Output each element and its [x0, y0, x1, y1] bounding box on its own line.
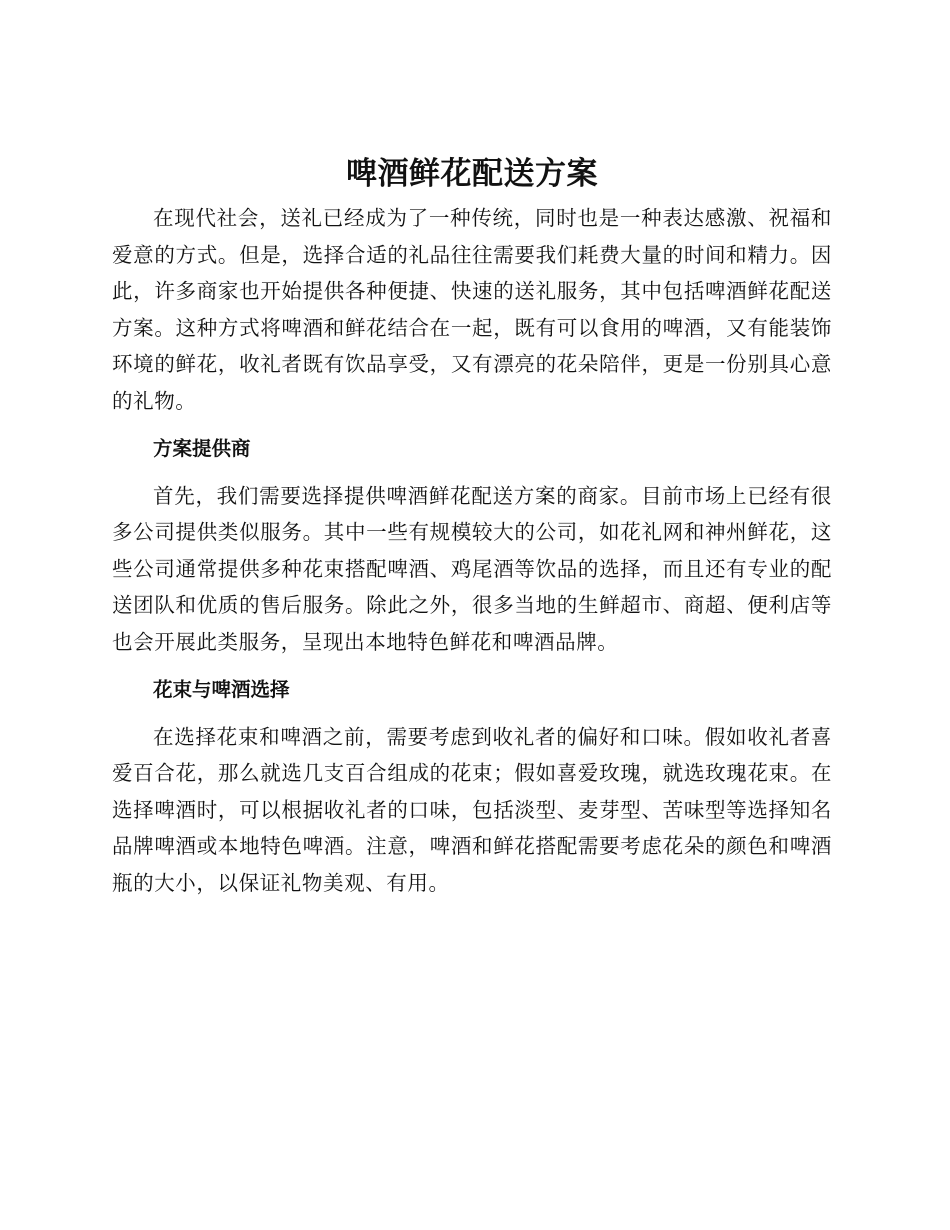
intro-paragraph: 在现代社会，送礼已经成为了一种传统，同时也是一种表达感激、祝福和爱意的方式。但是，选择合适的礼品往往需要我们耗费大量的时间和精力。因此，许多商家也开始提供各种便捷、快速的送礼服务，其中包括啤酒鲜花配送方案。这种方式将啤酒和鲜花结合在一起，既有可以食用的啤酒，又有能装饰环境的鲜花，收礼者既有饮品享受，又有漂亮的花朵陪伴，更是一份别具心意的礼物。 [112, 206, 832, 413]
section-body-providers: 首先，我们需要选择提供啤酒鲜花配送方案的商家。目前市场上已经有很多公司提供类似服务。其中一些有规模较大的公司，如花礼网和神州鲜花，这些公司通常提供多种花束搭配啤酒、鸡尾酒等饮品的选择，而且还有专业的配送团队和优质的售后服务。除此之外，很多当地的生鲜超市、商超、便利店等也会开展此类服务，呈现出本地特色鲜花和啤酒品牌。 [112, 483, 832, 654]
section-body-selection: 在选择花束和啤酒之前，需要考虑到收礼者的偏好和口味。假如收礼者喜爱百合花，那么就选几支百合组成的花束；假如喜爱玫瑰，就选玫瑰花束。在选择啤酒时，可以根据收礼者的口味，包括淡型、麦芽型、苦味型等选择知名品牌啤酒或本地特色啤酒。注意，啤酒和鲜花搭配需要考虑花朵的颜色和啤酒瓶的大小，以保证礼物美观、有用。 [112, 724, 832, 895]
spacer [112, 661, 832, 673]
document-title: 啤酒鲜花配送方案 [346, 156, 598, 192]
section-heading-selection: 花束与啤酒选择 [152, 677, 290, 701]
section-heading-providers: 方案提供商 [152, 436, 251, 460]
spacer [112, 420, 832, 432]
document-page [112, 148, 832, 902]
spacer [112, 707, 832, 719]
spacer [112, 466, 832, 478]
